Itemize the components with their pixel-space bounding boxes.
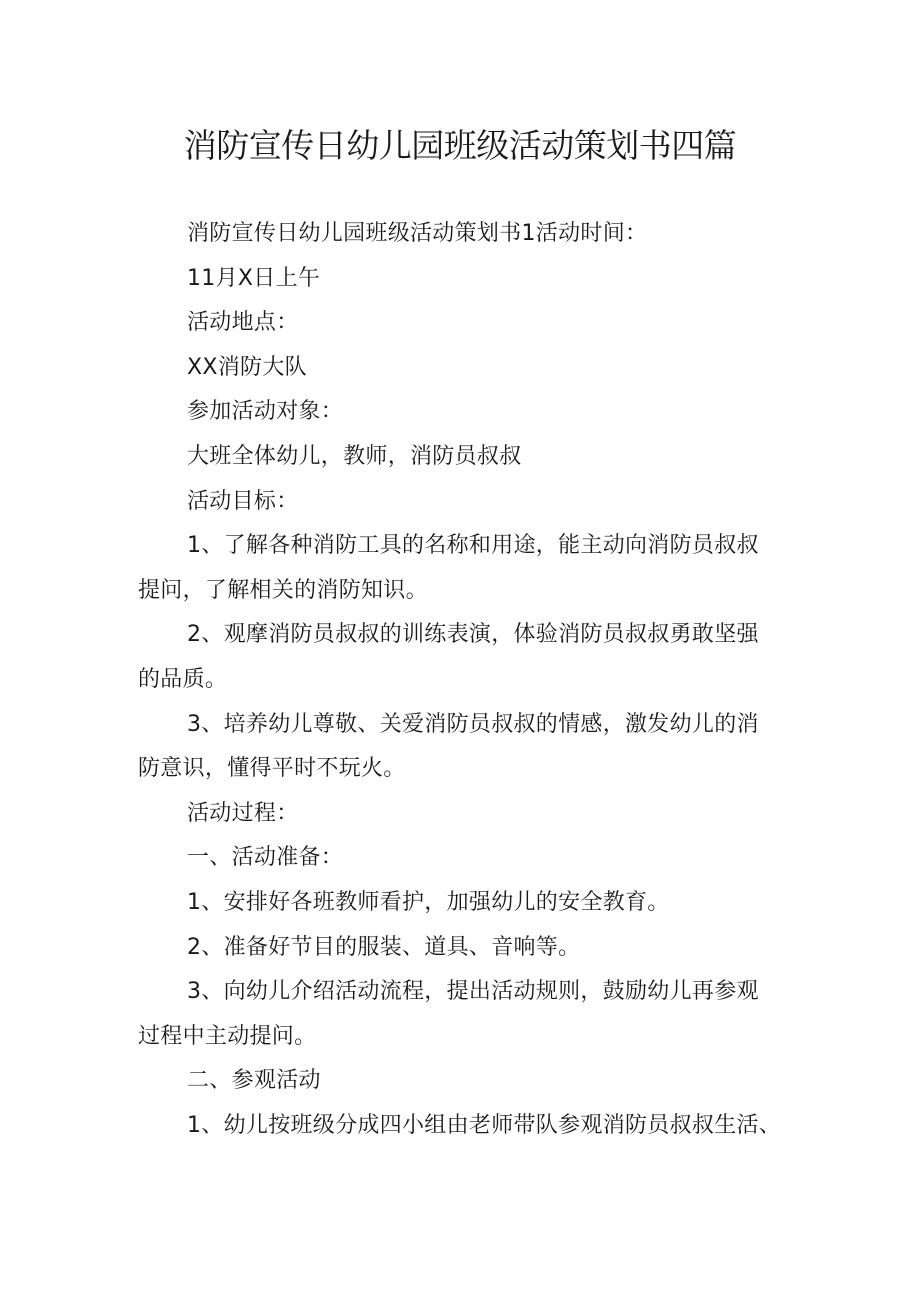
paragraph-continuation: 过程中主动提问。 bbox=[138, 1023, 317, 1049]
paragraph: 2、观摩消防员叔叔的训练表演，体验消防员叔叔勇敢坚强 bbox=[187, 622, 759, 648]
document-title: 消防宣传日幼儿园班级活动策划书四篇 bbox=[183, 126, 737, 165]
document-body bbox=[138, 212, 798, 1148]
paragraph: 1、幼儿按班级分成四小组由老师带队参观消防员叔叔生活、 bbox=[187, 1112, 782, 1138]
paragraph: 活动地点： bbox=[187, 310, 299, 336]
paragraph: 大班全体幼儿，教师，消防员叔叔 bbox=[187, 443, 522, 469]
paragraph: 2、准备好节目的服装、道具、音响等。 bbox=[187, 934, 581, 960]
paragraph: 活动目标： bbox=[187, 488, 299, 514]
paragraph: 11月X日上午 bbox=[187, 265, 321, 291]
paragraph: XX消防大队 bbox=[187, 354, 307, 380]
paragraph: 3、向幼儿介绍活动流程，提出活动规则，鼓励幼儿再参观 bbox=[187, 979, 759, 1005]
paragraph: 参加活动对象： bbox=[187, 399, 344, 425]
paragraph: 活动过程： bbox=[187, 800, 299, 826]
paragraph: 二、参观活动 bbox=[187, 1068, 321, 1094]
paragraph: 3、培养幼儿尊敬、关爱消防员叔叔的情感，激发幼儿的消 bbox=[187, 711, 759, 737]
paragraph: 消防宣传日幼儿园班级活动策划书1活动时间： bbox=[187, 221, 648, 246]
paragraph: 1、安排好各班教师看护，加强幼儿的安全教育。 bbox=[187, 889, 670, 915]
paragraph-continuation: 提问，了解相关的消防知识。 bbox=[138, 577, 428, 603]
paragraph: 一、活动准备： bbox=[187, 845, 344, 871]
paragraph-continuation: 的品质。 bbox=[138, 666, 228, 692]
paragraph: 1、了解各种消防工具的名称和用途，能主动向消防员叔叔 bbox=[187, 533, 759, 559]
paragraph-continuation: 防意识，懂得平时不玩火。 bbox=[138, 756, 406, 782]
